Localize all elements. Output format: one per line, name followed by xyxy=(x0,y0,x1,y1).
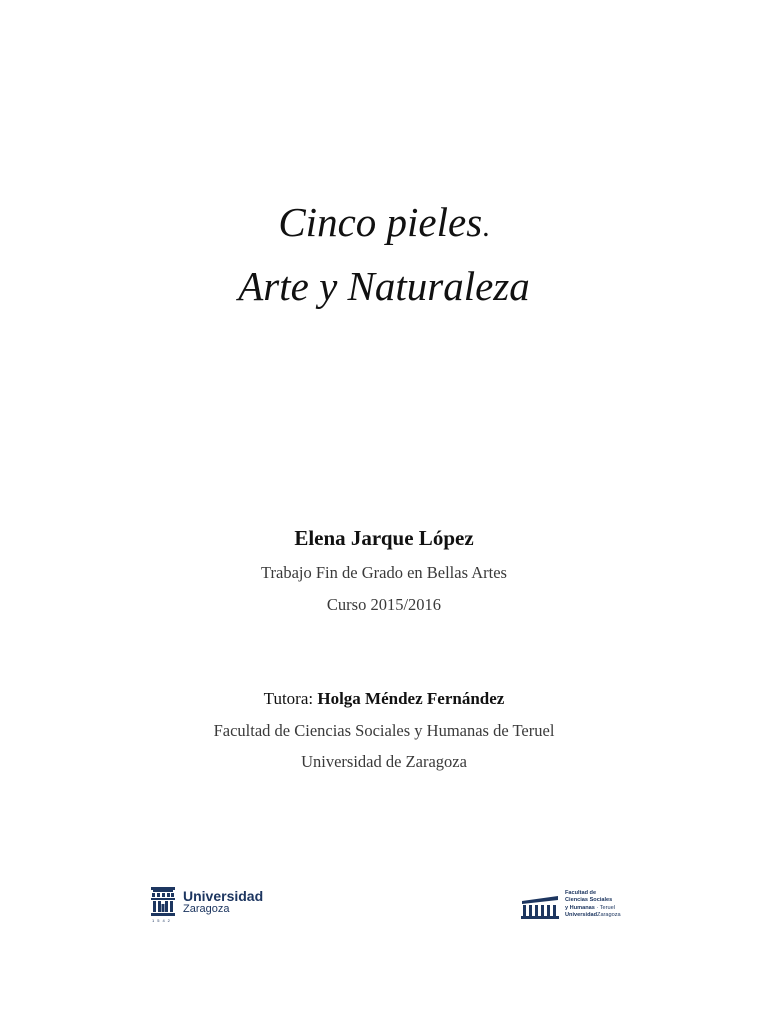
title-dot: . xyxy=(482,210,490,243)
title-main: Cinco pieles xyxy=(278,199,483,245)
degree-line: Trabajo Fin de Grado en Bellas Artes xyxy=(261,563,507,582)
faculty-building-icon xyxy=(520,895,560,921)
logo-right-line3: y Humanas · Teruel xyxy=(565,904,615,911)
logo-left-universidad: Universidad xyxy=(183,888,264,904)
faculty-line: Facultad de Ciencias Sociales y Humanas de Teruel xyxy=(213,721,555,740)
course-line: Curso 2015/2016 xyxy=(326,595,442,614)
facultad-teruel-logo xyxy=(520,890,650,926)
title-line-1 xyxy=(0,198,768,251)
logo-right-text xyxy=(565,890,621,920)
logo-right-line4: UniversidadZaragoza xyxy=(565,912,621,919)
university-crest-icon xyxy=(150,886,176,918)
logo-left-year: 1542 xyxy=(152,918,173,923)
title-line-2: Arte y Naturaleza xyxy=(238,263,530,309)
tutor-label: Tutora: xyxy=(263,689,318,708)
logo-right-line1: Facultad de xyxy=(565,890,597,896)
university-line: Universidad de Zaragoza xyxy=(301,752,467,771)
logo-right-line2: Ciencias Sociales xyxy=(565,897,613,904)
author-name: Elena Jarque López xyxy=(294,526,474,550)
tutor-name: Holga Méndez Fernández xyxy=(317,689,505,708)
universidad-zaragoza-logo xyxy=(150,886,280,926)
tutor-line xyxy=(0,687,768,711)
logo-left-zaragoza: Zaragoza xyxy=(183,903,230,915)
